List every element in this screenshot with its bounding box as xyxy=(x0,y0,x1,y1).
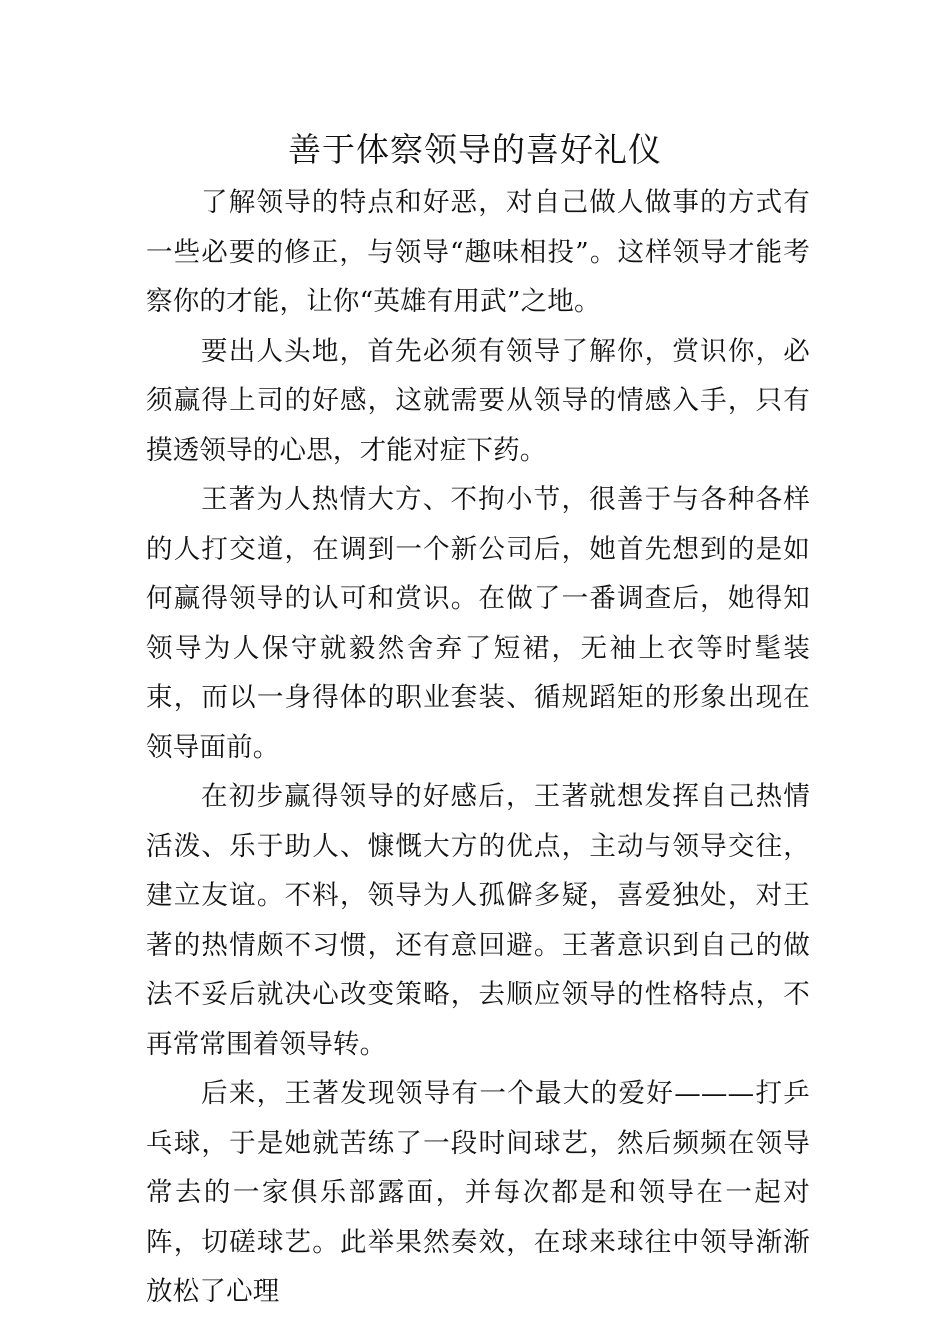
paragraph-1: 了解领导的特点和好恶，对自己做人做事的方式有一些必要的修正，与领导“趣味相投”。这样领导才能考察你的才能，让你“英雄有用武”之地。 xyxy=(146,187,810,317)
paragraph-5: 后来，王著发现领导有一个最大的爱好———打乒乓球，于是她就苦练了一段时间球艺，然后频频在领导常去的一家俱乐部露面，并每次都是和领导在一起对阵，切磋球艺。此举果然奏效，在球来球往中领导渐渐放松了心理 xyxy=(146,1078,810,1307)
paragraph-3: 王著为人热情大方、不拘小节，很善于与各种各样的人打交道，在调到一个新公司后，她首先想到的是如何赢得领导的认可和赏识。在做了一番调查后，她得知领导为人保守就毅然舍弃了短裙，无袖上衣等时髦装束，而以一身得体的职业套装、循规蹈矩的形象出现在领导面前。 xyxy=(146,484,810,763)
document-body xyxy=(146,178,810,1317)
paragraph-4: 在初步赢得领导的好感后，王著就想发挥自己热情活泼、乐于助人、慷慨大方的优点，主动与领导交往，建立友谊。不料，领导为人孤僻多疑，喜爱独处，对王著的热情颇不习惯，还有意回避。王著意识到自己的做法不妥后就决心改变策略，去顺应领导的性格特点，不再常常围着领导转。 xyxy=(146,781,810,1060)
paragraph-2: 要出人头地，首先必须有领导了解你，赏识你，必须赢得上司的好感，这就需要从领导的情感入手，只有摸透领导的心思，才能对症下药。 xyxy=(146,335,810,466)
document-title: 善于体察领导的喜好礼仪 xyxy=(288,130,662,169)
